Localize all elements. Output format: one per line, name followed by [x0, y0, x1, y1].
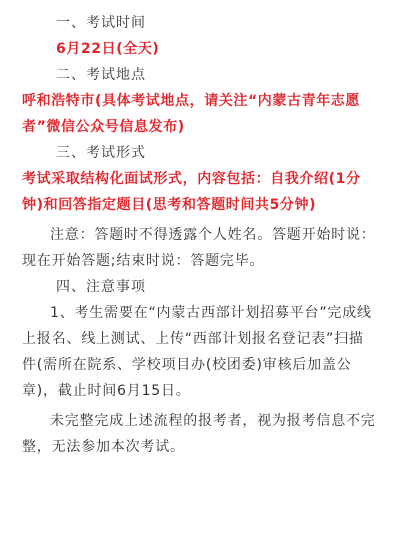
section-heading-time: 一、考试时间 — [56, 15, 146, 31]
exam-format-note: 注意：答题时不得透露个人姓名。答题开始时说：现在开始答题;结束时说：答题完毕。 — [22, 227, 376, 269]
exam-place-detail: 呼和浩特市(具体考试地点，请关注“内蒙古青年志愿者”微信公众号信息发布) — [22, 93, 360, 135]
notice-item-2: 未完整完成上述流程的报考者，视为报考信息不完整，无法参加本次考试。 — [22, 413, 376, 455]
exam-format-detail: 考试采取结构化面试形式，内容包括：自我介绍(1分钟)和回答指定题目(思考和答题时间共5分钟) — [22, 171, 361, 213]
section-heading-place: 二、考试地点 — [56, 67, 146, 83]
exam-date: 6月22日(全天) — [56, 41, 160, 57]
section-heading-notice: 四、注意事项 — [56, 279, 146, 295]
section-heading-format: 三、考试形式 — [56, 145, 146, 161]
notice-item-1: 1、考生需要在“内蒙古西部计划招募平台”完成线上报名、线上测试、上传“西部计划报名登记表”扫描件(需所在院系、学校项目办(校团委)审核后加盖公章)，截止时间6月15日。 — [22, 305, 372, 399]
